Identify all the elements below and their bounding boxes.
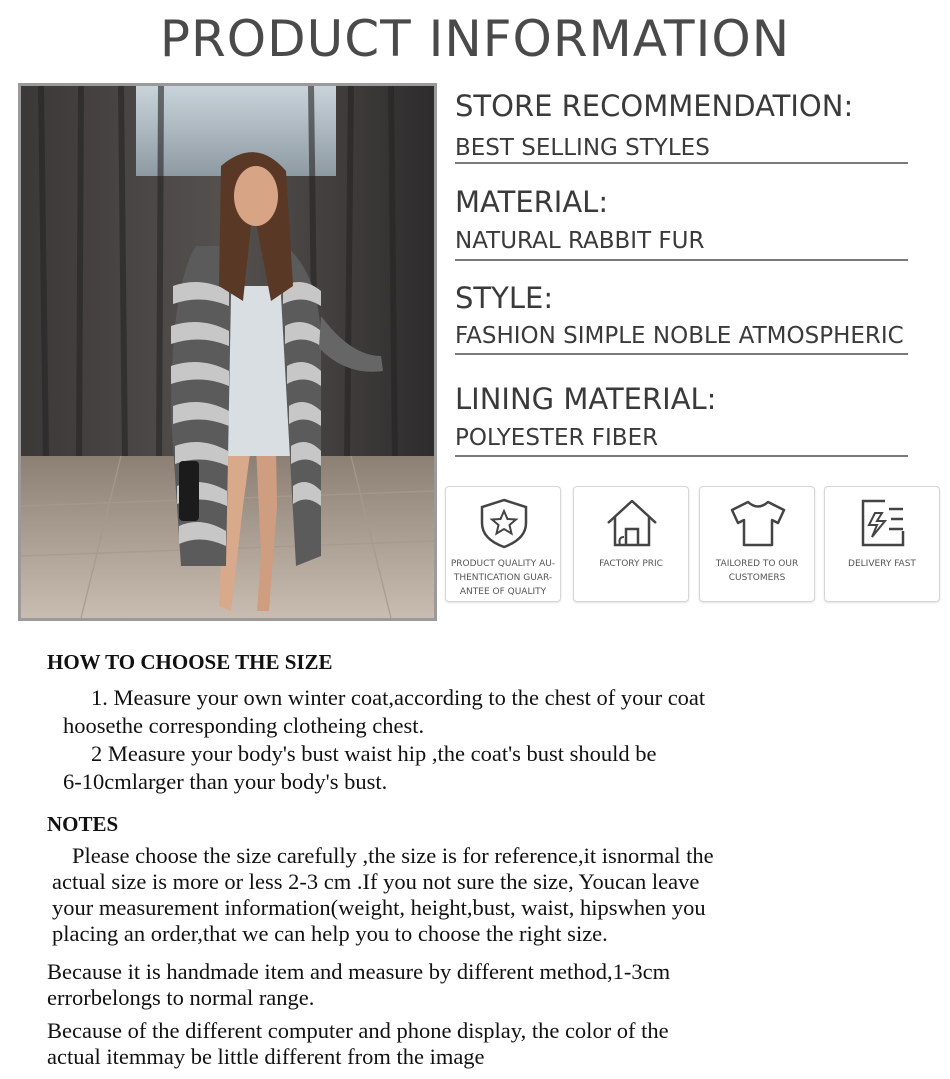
badge-quality xyxy=(445,486,561,602)
notes-line: Because of the different computer and phone display, the color of the xyxy=(47,1018,669,1043)
notes-line: errorbelongs to normal range. xyxy=(47,985,315,1010)
lightning-icon xyxy=(853,497,913,549)
info-divider xyxy=(455,162,908,164)
page-title: PRODUCT INFORMATION xyxy=(159,10,791,68)
notes-line: Because it is handmade item and measure by different method,1-3cm xyxy=(47,959,671,984)
shield-star-icon xyxy=(474,497,534,549)
info-label-material: MATERIAL: xyxy=(455,185,609,219)
notes-heading: NOTES xyxy=(47,812,119,836)
notes-line: actual itemmay be little different from the image xyxy=(47,1044,485,1069)
notes-line: actual size is more or less 2-3 cm .If you not sure the size, Youcan leave xyxy=(52,869,700,894)
badge-tailored-text: TAILORED TO OUR CUSTOMERS xyxy=(715,559,799,583)
badge-delivery-text: DELIVERY FAST xyxy=(848,559,916,569)
size-guide-line: 6-10cmlarger than your body's bust. xyxy=(63,769,388,794)
info-value-material: NATURAL RABBIT FUR xyxy=(455,228,705,254)
info-value-style: FASHION SIMPLE NOBLE ATMOSPHERIC xyxy=(455,323,904,349)
info-divider xyxy=(455,259,908,261)
size-guide-line: 2 Measure your body's bust waist hip ,the coat's bust should be xyxy=(91,741,657,766)
badge-delivery xyxy=(824,486,940,602)
info-divider xyxy=(455,353,908,355)
info-value-store-recommendation: BEST SELLING STYLES xyxy=(455,135,710,161)
feature-badges xyxy=(445,486,945,604)
info-label-store-recommendation: STORE RECOMMENDATION: xyxy=(455,89,854,123)
size-guide-line: hoosethe corresponding clotheing chest. xyxy=(63,713,425,738)
badge-tailored xyxy=(699,486,815,602)
size-guide-line: 1. Measure your own winter coat,according to the chest of your coat xyxy=(91,685,706,710)
info-divider xyxy=(455,455,908,457)
notes-line: your measurement information(weight, height,bust, waist, hipswhen you xyxy=(52,895,706,920)
badge-quality-text: PRODUCT QUALITY AU- THENTICATION GUAR- ANTEE OF QUALITY xyxy=(450,559,556,597)
size-guide-heading: HOW TO CHOOSE THE SIZE xyxy=(47,650,333,674)
house-icon xyxy=(602,497,662,549)
tshirt-icon xyxy=(728,497,788,549)
product-photo xyxy=(18,83,437,621)
badge-factory-price-text: FACTORY PRIC xyxy=(599,559,663,569)
notes-line: Please choose the size carefully ,the size is for reference,it isnormal the xyxy=(72,843,714,868)
info-value-lining-material: POLYESTER FIBER xyxy=(455,425,659,451)
notes-line: placing an order,that we can help you to choose the right size. xyxy=(52,921,608,946)
info-label-style: STYLE: xyxy=(455,281,554,315)
info-label-lining-material: LINING MATERIAL: xyxy=(455,382,717,416)
model-in-fur-coat-image xyxy=(21,86,434,618)
badge-factory-price xyxy=(573,486,689,602)
